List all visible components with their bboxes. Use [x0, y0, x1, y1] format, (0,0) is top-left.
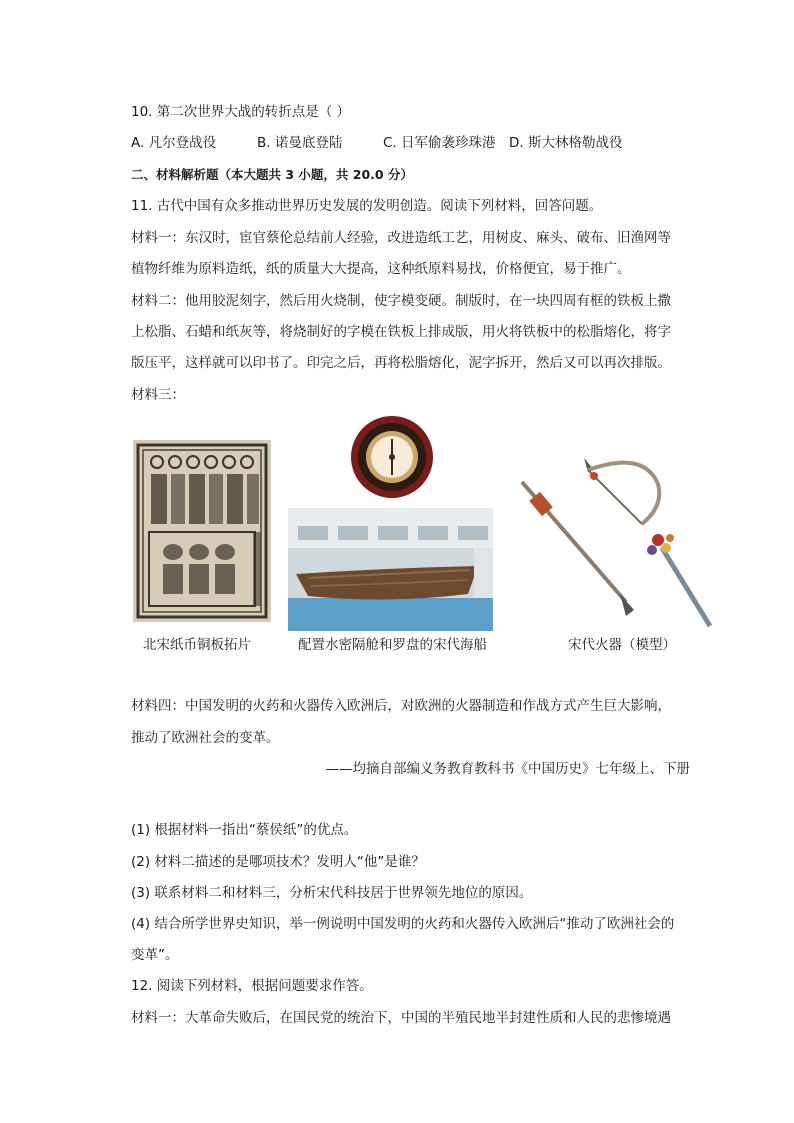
song-firearms-image — [514, 452, 720, 630]
q11-material2-line2: 上松脂、石蜡和纸灰等，将烧制好的字模在铁板上排成版，用火将铁板中的松脂熔化，将字 — [131, 324, 671, 340]
caption-firearms: 宋代火器（模型） — [568, 637, 676, 653]
q12-stem: 12. 阅读下列材料，根据问题要求作答。 — [131, 978, 373, 994]
caption-ship: 配置水密隔舱和罗盘的宋代海船 — [298, 637, 487, 653]
banknote-rubbing-image — [133, 440, 271, 622]
q12-material1: 材料一：大革命失败后，在国民党的统治下，中国的半殖民地半封建性质和人民的悲惨境遇 — [131, 1010, 671, 1026]
caption-banknote: 北宋纸币铜板拓片 — [143, 637, 251, 653]
q11-question-3: (3) 联系材料二和材料三，分析宋代科技居于世界领先地位的原因。 — [131, 885, 533, 901]
q11-question-2: (2) 材料二描述的是哪项技术？发明人“他”是谁？ — [131, 854, 425, 870]
q10-option-b: B. 诺曼底登陆 — [257, 135, 343, 151]
q11-source: ——均摘自部编义务教育教科书《中国历史》七年级上、下册 — [325, 761, 690, 777]
q11-material2-line1: 材料二：他用胶泥刻字，然后用火烧制，使字模变硬。制版时，在一块四周有框的铁板上撒 — [131, 293, 671, 309]
q11-question-1: (1) 根据材料一指出“蔡侯纸”的优点。 — [131, 822, 358, 838]
q10-option-c: C. 日军偷袭珍珠港 — [383, 135, 496, 151]
q11-material1-line1: 材料一：东汉时，宦官蔡伦总结前人经验，改进造纸工艺，用树皮、麻头、破布、旧渔网等 — [131, 230, 671, 246]
q11-material4-line2: 推动了欧洲社会的变革。 — [131, 730, 280, 746]
q10-option-a: A. 凡尔登战役 — [131, 135, 217, 151]
q10-stem: 10. 第二次世界大战的转折点是（ ） — [131, 104, 351, 120]
q11-question-4: (4) 结合所学世界史知识，举一例说明中国发明的火药和火器传入欧洲后“推动了欧洲社会的 — [131, 916, 675, 932]
song-ship-image — [288, 508, 493, 631]
q11-stem: 11. 古代中国有众多推动世界历史发展的发明创造。阅读下列材料，回答问题。 — [131, 198, 603, 214]
section-title: 二、材料解析题（本大题共 3 小题，共 20.0 分） — [131, 167, 413, 182]
q11-material1-line2: 植物纤维为原料造纸，纸的质量大大提高，这种纸原料易找，价格便宜，易于推广。 — [131, 261, 631, 277]
q10-option-d: D. 斯大林格勒战役 — [509, 135, 623, 151]
q10-options — [131, 133, 691, 153]
q11-material2-line3: 版压平，这样就可以印书了。印完之后，再将松脂熔化，泥字拆开，然后又可以再次排版。 — [131, 355, 671, 371]
q11-material3-label: 材料三： — [131, 387, 185, 403]
q11-material4-line1: 材料四：中国发明的火药和火器传入欧洲后，对欧洲的火器制造和作战方式产生巨大影响， — [131, 698, 671, 714]
compass-image — [350, 414, 434, 500]
q11-question-4-cont: 变革”。 — [131, 947, 179, 963]
